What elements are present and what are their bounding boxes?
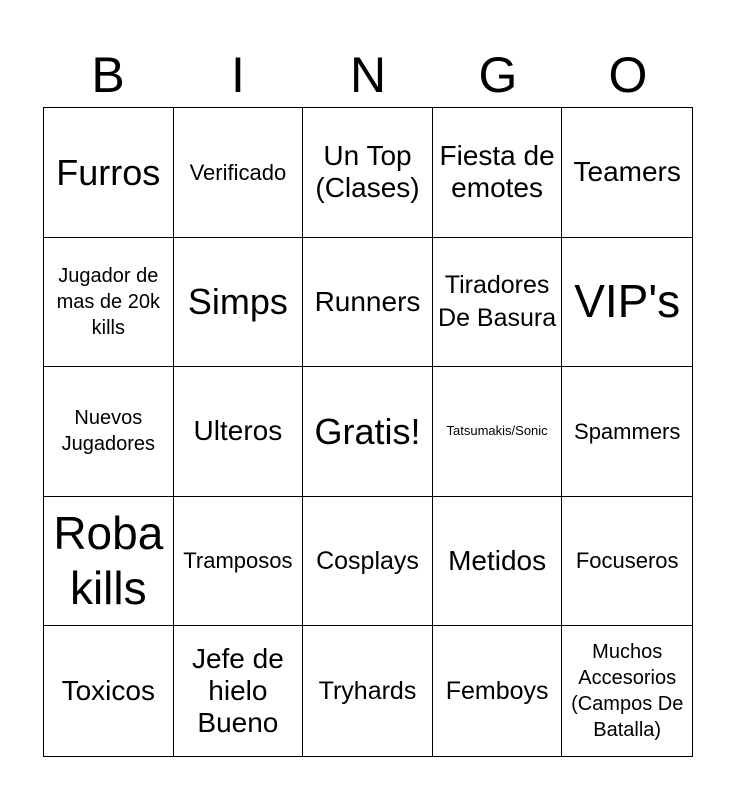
header-letter-g: G — [478, 47, 518, 103]
bingo-cell[interactable]: Toxicos — [44, 626, 174, 756]
bingo-cell[interactable]: Spammers — [562, 367, 692, 497]
bingo-cell[interactable]: Metidos — [433, 497, 563, 627]
bingo-cell[interactable]: Tramposos — [174, 497, 304, 627]
bingo-cell[interactable]: Jefe de hielo Bueno — [174, 626, 304, 756]
bingo-cell[interactable]: Furros — [44, 108, 174, 238]
bingo-cell[interactable]: Fiesta de emotes — [433, 108, 563, 238]
bingo-board — [43, 107, 693, 757]
header-letter-b: B — [91, 47, 125, 103]
bingo-cell[interactable]: Verificado — [174, 108, 304, 238]
bingo-cell[interactable]: Teamers — [562, 108, 692, 238]
bingo-cell[interactable]: Ulteros — [174, 367, 304, 497]
bingo-cell[interactable]: Femboys — [433, 626, 563, 756]
bingo-cell[interactable]: Roba kills — [44, 497, 174, 627]
header-letter-o: O — [608, 47, 648, 103]
bingo-cell[interactable]: Cosplays — [303, 497, 433, 627]
bingo-cell[interactable]: Tatsumakis/Sonic — [433, 367, 563, 497]
bingo-cell[interactable]: Jugador de mas de 20k kills — [44, 238, 174, 368]
bingo-cell[interactable]: Simps — [174, 238, 304, 368]
bingo-cell[interactable]: Runners — [303, 238, 433, 368]
bingo-cell[interactable]: Nuevos Jugadores — [44, 367, 174, 497]
bingo-cell[interactable]: Tiradores De Basura — [433, 238, 563, 368]
header-letter-n: N — [349, 47, 387, 103]
bingo-header — [43, 42, 693, 108]
bingo-cell[interactable]: Tryhards — [303, 626, 433, 756]
bingo-cell[interactable]: Muchos Accesorios (Campos De Batalla) — [571, 641, 684, 742]
bingo-cell[interactable]: VIP's — [562, 238, 692, 368]
bingo-cell[interactable]: Un Top (Clases) — [303, 108, 433, 238]
header-letter-i: I — [231, 47, 245, 103]
bingo-cell[interactable]: Gratis! — [303, 367, 433, 497]
bingo-cell[interactable]: Focuseros — [562, 497, 692, 627]
